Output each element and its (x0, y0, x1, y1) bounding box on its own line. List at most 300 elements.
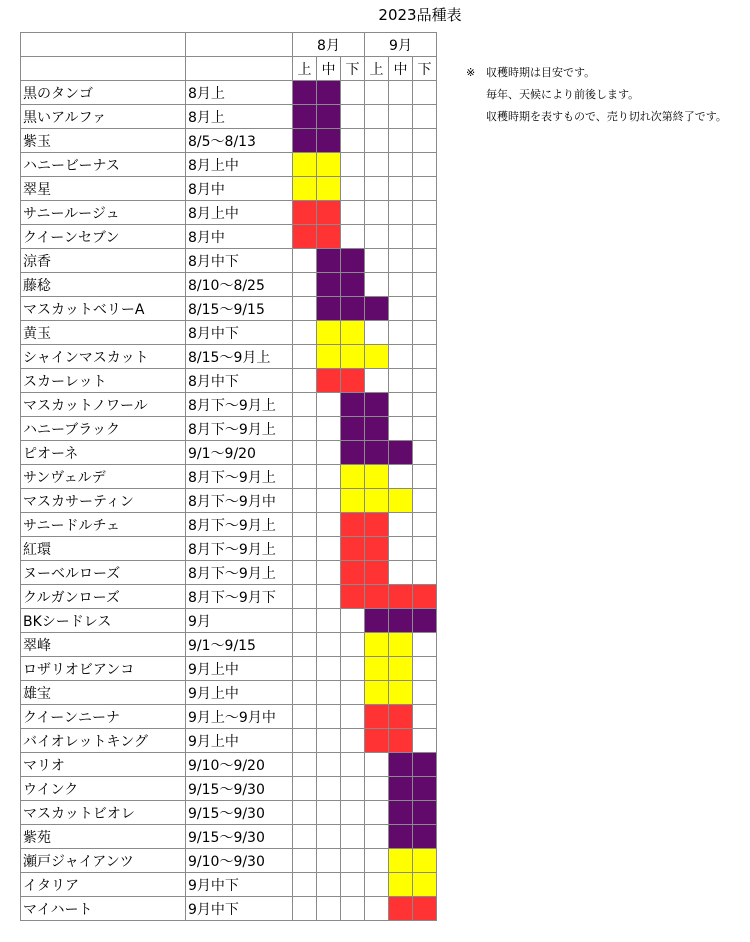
harvest-cell (413, 153, 437, 177)
variety-name: マイハート (21, 897, 186, 921)
harvest-cell (341, 609, 365, 633)
harvest-cell (365, 753, 389, 777)
variety-row (21, 225, 437, 249)
variety-name: 紫玉 (21, 129, 186, 153)
harvest-cell (413, 681, 437, 705)
harvest-cell (413, 753, 437, 777)
harvest-cell (293, 273, 317, 297)
harvest-cell (413, 273, 437, 297)
harvest-period: 8月中下 (186, 249, 293, 273)
harvest-period: 9/15～9/30 (186, 825, 293, 849)
harvest-cell (317, 681, 341, 705)
harvest-cell (317, 441, 341, 465)
variety-name: ピオーネ (21, 441, 186, 465)
harvest-cell (389, 297, 413, 321)
harvest-cell (293, 585, 317, 609)
harvest-cell (341, 801, 365, 825)
notes (466, 62, 727, 128)
harvest-cell (389, 489, 413, 513)
harvest-cell (293, 897, 317, 921)
variety-name: 藤稔 (21, 273, 186, 297)
harvest-cell (317, 513, 341, 537)
variety-row (21, 537, 437, 561)
month-header-september: 9月 (365, 33, 437, 57)
variety-row (21, 417, 437, 441)
harvest-cell (389, 345, 413, 369)
harvest-cell (365, 849, 389, 873)
harvest-period: 9月上中 (186, 729, 293, 753)
harvest-cell (365, 657, 389, 681)
variety-name: ヌーベルローズ (21, 561, 186, 585)
variety-name: 黒のタンゴ (21, 81, 186, 105)
harvest-cell (413, 537, 437, 561)
harvest-cell (389, 729, 413, 753)
variety-row (21, 249, 437, 273)
variety-row (21, 897, 437, 921)
variety-name: 黄玉 (21, 321, 186, 345)
harvest-cell (317, 825, 341, 849)
harvest-cell (413, 129, 437, 153)
harvest-cell (389, 225, 413, 249)
harvest-cell (293, 801, 317, 825)
harvest-period: 8/15～9月上 (186, 345, 293, 369)
variety-row (21, 705, 437, 729)
harvest-cell (413, 849, 437, 873)
harvest-cell (413, 321, 437, 345)
variety-name: 翠峰 (21, 633, 186, 657)
harvest-cell (293, 609, 317, 633)
harvest-cell (341, 633, 365, 657)
variety-table-body (21, 33, 437, 921)
variety-name: マリオ (21, 753, 186, 777)
harvest-cell (365, 681, 389, 705)
harvest-cell (293, 153, 317, 177)
harvest-cell (317, 249, 341, 273)
harvest-period: 8月上 (186, 81, 293, 105)
harvest-cell (317, 873, 341, 897)
harvest-cell (341, 345, 365, 369)
harvest-cell (293, 873, 317, 897)
harvest-cell (413, 369, 437, 393)
harvest-cell (365, 897, 389, 921)
header-row-subperiods (21, 57, 437, 81)
harvest-cell (341, 849, 365, 873)
harvest-cell (389, 393, 413, 417)
variety-name: ハニービーナス (21, 153, 186, 177)
variety-name: BKシードレス (21, 609, 186, 633)
harvest-cell (413, 441, 437, 465)
variety-name: 紅環 (21, 537, 186, 561)
header-blank-name-2 (21, 57, 186, 81)
harvest-cell (317, 81, 341, 105)
harvest-cell (389, 201, 413, 225)
harvest-cell (293, 177, 317, 201)
harvest-cell (293, 537, 317, 561)
harvest-cell (317, 369, 341, 393)
subperiod-header: 中 (389, 57, 413, 81)
harvest-cell (293, 201, 317, 225)
note-mark: ※ (466, 66, 476, 79)
variety-row (21, 393, 437, 417)
harvest-cell (413, 201, 437, 225)
harvest-period: 8月下～9月上 (186, 513, 293, 537)
variety-row (21, 513, 437, 537)
harvest-period: 9/1～9/20 (186, 441, 293, 465)
harvest-cell (389, 105, 413, 129)
harvest-cell (317, 609, 341, 633)
harvest-period: 8月下～9月上 (186, 465, 293, 489)
harvest-cell (389, 129, 413, 153)
harvest-cell (413, 465, 437, 489)
variety-row (21, 489, 437, 513)
harvest-cell (365, 129, 389, 153)
subperiod-header: 上 (293, 57, 317, 81)
variety-name: 涼香 (21, 249, 186, 273)
harvest-cell (365, 105, 389, 129)
harvest-cell (317, 705, 341, 729)
harvest-cell (365, 417, 389, 441)
harvest-cell (341, 585, 365, 609)
variety-name: サニールージュ (21, 201, 186, 225)
harvest-cell (293, 489, 317, 513)
harvest-period: 9月中下 (186, 873, 293, 897)
harvest-cell (389, 585, 413, 609)
harvest-cell (317, 561, 341, 585)
harvest-cell (293, 249, 317, 273)
harvest-cell (413, 81, 437, 105)
harvest-period: 9/10～9/20 (186, 753, 293, 777)
harvest-cell (413, 729, 437, 753)
header-row-months (21, 33, 437, 57)
harvest-period: 8/5～8/13 (186, 129, 293, 153)
variety-table (20, 32, 437, 921)
harvest-cell (389, 777, 413, 801)
variety-row (21, 441, 437, 465)
variety-name: シャインマスカット (21, 345, 186, 369)
harvest-period: 9月中下 (186, 897, 293, 921)
harvest-cell (293, 225, 317, 249)
variety-name: イタリア (21, 873, 186, 897)
harvest-cell (317, 753, 341, 777)
harvest-cell (341, 393, 365, 417)
harvest-period: 9月上中 (186, 681, 293, 705)
harvest-cell (413, 417, 437, 441)
variety-name: 翠星 (21, 177, 186, 201)
harvest-period: 9月上中 (186, 657, 293, 681)
harvest-cell (389, 81, 413, 105)
harvest-cell (341, 825, 365, 849)
harvest-period: 9/15～9/30 (186, 801, 293, 825)
variety-row (21, 609, 437, 633)
harvest-cell (341, 321, 365, 345)
harvest-period: 8月下～9月上 (186, 393, 293, 417)
harvest-period: 8月中下 (186, 369, 293, 393)
note-text: 毎年、天候により前後します。 (486, 88, 640, 101)
harvest-cell (293, 81, 317, 105)
harvest-cell (365, 297, 389, 321)
harvest-cell (317, 417, 341, 441)
harvest-period: 8月中 (186, 225, 293, 249)
harvest-period: 8月下～9月中 (186, 489, 293, 513)
harvest-cell (341, 753, 365, 777)
harvest-cell (413, 801, 437, 825)
harvest-cell (389, 465, 413, 489)
harvest-cell (365, 489, 389, 513)
harvest-cell (317, 321, 341, 345)
harvest-cell (341, 873, 365, 897)
harvest-cell (365, 801, 389, 825)
variety-row (21, 201, 437, 225)
harvest-cell (365, 537, 389, 561)
harvest-cell (389, 681, 413, 705)
harvest-cell (413, 585, 437, 609)
harvest-cell (365, 465, 389, 489)
variety-name: 雄宝 (21, 681, 186, 705)
note-line (466, 62, 727, 84)
harvest-cell (413, 897, 437, 921)
harvest-cell (293, 753, 317, 777)
harvest-cell (341, 177, 365, 201)
variety-name: 瀬戸ジャイアンツ (21, 849, 186, 873)
harvest-cell (413, 489, 437, 513)
harvest-cell (365, 441, 389, 465)
harvest-cell (365, 729, 389, 753)
harvest-cell (365, 561, 389, 585)
variety-name: サンヴェルデ (21, 465, 186, 489)
harvest-period: 8/15～9/15 (186, 297, 293, 321)
variety-name: サニードルチェ (21, 513, 186, 537)
harvest-cell (317, 849, 341, 873)
harvest-cell (317, 657, 341, 681)
harvest-cell (389, 369, 413, 393)
harvest-cell (413, 297, 437, 321)
harvest-cell (413, 225, 437, 249)
harvest-cell (413, 561, 437, 585)
harvest-period: 8月下～9月上 (186, 537, 293, 561)
harvest-period: 8月下～9月下 (186, 585, 293, 609)
harvest-cell (341, 705, 365, 729)
variety-name: ロザリオビアンコ (21, 657, 186, 681)
variety-row (21, 345, 437, 369)
harvest-cell (389, 153, 413, 177)
harvest-cell (365, 633, 389, 657)
harvest-cell (389, 897, 413, 921)
harvest-cell (365, 513, 389, 537)
harvest-cell (317, 393, 341, 417)
harvest-cell (317, 729, 341, 753)
harvest-cell (341, 369, 365, 393)
harvest-cell (413, 513, 437, 537)
harvest-cell (293, 369, 317, 393)
variety-name: マスカサーティン (21, 489, 186, 513)
harvest-period: 8月中 (186, 177, 293, 201)
harvest-cell (317, 105, 341, 129)
harvest-cell (293, 105, 317, 129)
harvest-cell (317, 177, 341, 201)
harvest-cell (293, 297, 317, 321)
harvest-period: 9/1～9/15 (186, 633, 293, 657)
subperiod-header: 下 (341, 57, 365, 81)
harvest-cell (389, 801, 413, 825)
variety-name: バイオレットキング (21, 729, 186, 753)
harvest-cell (293, 825, 317, 849)
harvest-cell (365, 777, 389, 801)
harvest-cell (293, 849, 317, 873)
harvest-cell (389, 273, 413, 297)
harvest-cell (317, 345, 341, 369)
variety-row (21, 177, 437, 201)
variety-name: ウインク (21, 777, 186, 801)
harvest-cell (413, 873, 437, 897)
harvest-cell (365, 585, 389, 609)
harvest-cell (341, 105, 365, 129)
harvest-cell (413, 705, 437, 729)
harvest-period: 9/10～9/30 (186, 849, 293, 873)
variety-name: マスカットノワール (21, 393, 186, 417)
harvest-cell (413, 249, 437, 273)
harvest-cell (341, 897, 365, 921)
harvest-cell (341, 201, 365, 225)
harvest-cell (389, 753, 413, 777)
harvest-cell (293, 465, 317, 489)
subperiod-header: 下 (413, 57, 437, 81)
variety-name: クルガンローズ (21, 585, 186, 609)
variety-row (21, 825, 437, 849)
harvest-cell (317, 225, 341, 249)
variety-row (21, 105, 437, 129)
variety-name: クイーンニーナ (21, 705, 186, 729)
harvest-cell (341, 681, 365, 705)
harvest-period: 8月上中 (186, 201, 293, 225)
harvest-cell (341, 465, 365, 489)
harvest-cell (341, 441, 365, 465)
variety-name: 黒いアルファ (21, 105, 186, 129)
harvest-cell (317, 153, 341, 177)
variety-name: クイーンセブン (21, 225, 186, 249)
variety-row (21, 801, 437, 825)
harvest-cell (293, 345, 317, 369)
harvest-period: 9月上～9月中 (186, 705, 293, 729)
harvest-cell (293, 393, 317, 417)
harvest-cell (389, 633, 413, 657)
harvest-cell (293, 633, 317, 657)
harvest-cell (341, 129, 365, 153)
harvest-cell (341, 273, 365, 297)
note-text: 収穫時期は目安です。 (486, 66, 596, 79)
note-text: 収穫時期を表すもので、売り切れ次第終了です。 (486, 110, 727, 123)
harvest-cell (413, 825, 437, 849)
variety-row (21, 369, 437, 393)
harvest-cell (293, 417, 317, 441)
harvest-cell (341, 81, 365, 105)
harvest-cell (413, 177, 437, 201)
harvest-cell (293, 129, 317, 153)
harvest-cell (413, 633, 437, 657)
harvest-period: 9月 (186, 609, 293, 633)
variety-row (21, 681, 437, 705)
harvest-cell (389, 441, 413, 465)
variety-name: 紫苑 (21, 825, 186, 849)
harvest-cell (389, 513, 413, 537)
harvest-cell (341, 417, 365, 441)
harvest-cell (389, 417, 413, 441)
variety-row (21, 753, 437, 777)
harvest-cell (317, 273, 341, 297)
variety-row (21, 81, 437, 105)
harvest-cell (389, 849, 413, 873)
harvest-cell (293, 681, 317, 705)
harvest-cell (341, 729, 365, 753)
variety-row (21, 633, 437, 657)
subperiod-header: 上 (365, 57, 389, 81)
harvest-cell (317, 129, 341, 153)
variety-row (21, 729, 437, 753)
harvest-cell (365, 225, 389, 249)
variety-row (21, 297, 437, 321)
harvest-cell (341, 249, 365, 273)
variety-name: ハニーブラック (21, 417, 186, 441)
harvest-cell (365, 153, 389, 177)
harvest-cell (413, 345, 437, 369)
harvest-cell (293, 705, 317, 729)
harvest-cell (365, 249, 389, 273)
harvest-cell (341, 489, 365, 513)
variety-row (21, 777, 437, 801)
harvest-cell (389, 705, 413, 729)
harvest-cell (365, 345, 389, 369)
harvest-cell (413, 657, 437, 681)
harvest-cell (365, 321, 389, 345)
harvest-cell (317, 633, 341, 657)
header-blank-period-2 (186, 57, 293, 81)
harvest-cell (317, 201, 341, 225)
harvest-cell (413, 777, 437, 801)
harvest-cell (293, 777, 317, 801)
harvest-period: 8月上 (186, 105, 293, 129)
harvest-cell (413, 105, 437, 129)
harvest-cell (341, 225, 365, 249)
variety-row (21, 657, 437, 681)
harvest-cell (341, 657, 365, 681)
variety-row (21, 465, 437, 489)
harvest-cell (365, 609, 389, 633)
harvest-cell (293, 441, 317, 465)
harvest-cell (317, 777, 341, 801)
variety-row (21, 849, 437, 873)
harvest-cell (317, 465, 341, 489)
harvest-cell (389, 609, 413, 633)
harvest-cell (317, 897, 341, 921)
page-title: 2023品種表 (378, 6, 462, 24)
header-blank-name (21, 33, 186, 57)
harvest-cell (389, 561, 413, 585)
harvest-period: 8月中下 (186, 321, 293, 345)
harvest-period: 8月下～9月上 (186, 561, 293, 585)
variety-row (21, 561, 437, 585)
harvest-cell (293, 657, 317, 681)
header-blank-period (186, 33, 293, 57)
harvest-cell (293, 513, 317, 537)
harvest-cell (317, 801, 341, 825)
harvest-cell (293, 561, 317, 585)
harvest-period: 8/10～8/25 (186, 273, 293, 297)
variety-name: マスカットビオレ (21, 801, 186, 825)
variety-row (21, 273, 437, 297)
harvest-cell (389, 873, 413, 897)
variety-row (21, 129, 437, 153)
subperiod-header: 中 (317, 57, 341, 81)
harvest-cell (365, 873, 389, 897)
